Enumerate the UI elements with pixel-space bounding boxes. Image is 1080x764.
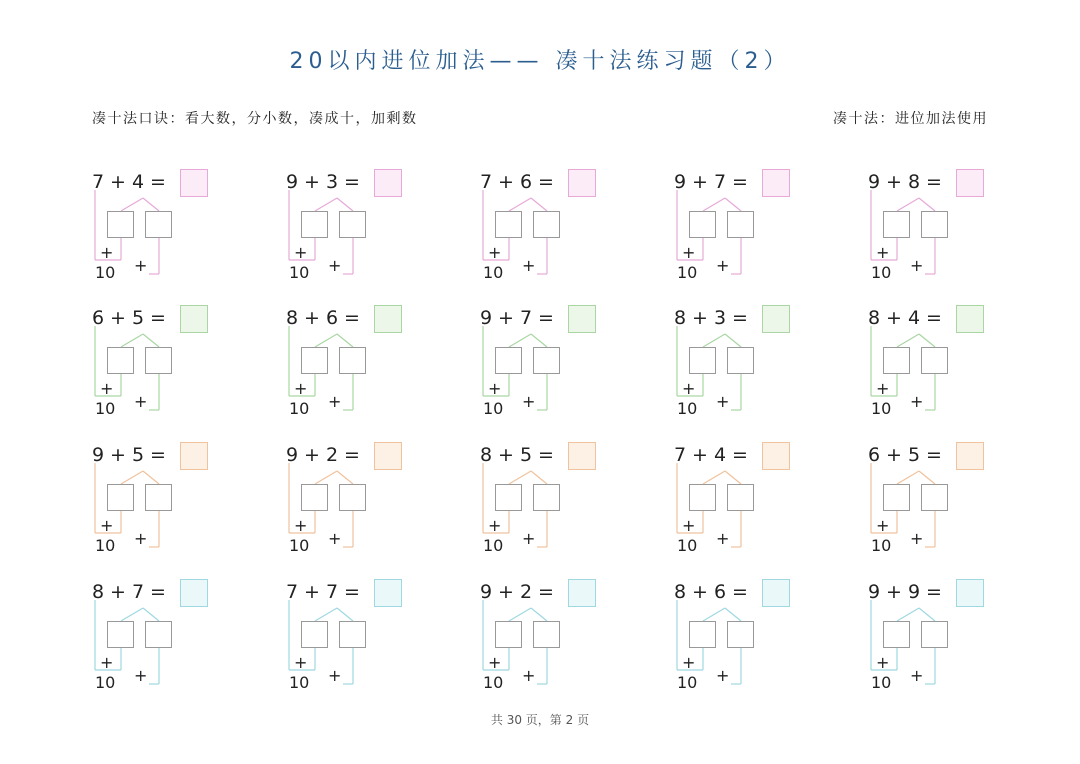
problem-cell [479,441,609,561]
answer-box[interactable] [956,579,984,607]
equals-sign: = [150,581,166,603]
plus-sign: + [304,581,320,603]
plus-sign: + [498,444,514,466]
second-addend: 5 [131,307,145,329]
make-ten-plus-sign: + [488,243,502,262]
first-addend: 7 [285,581,299,603]
plus-sign: + [304,307,320,329]
first-addend: 9 [867,171,881,193]
first-addend: 9 [285,171,299,193]
equation [479,168,559,196]
first-addend: 8 [479,444,493,466]
equals-sign: = [926,581,942,603]
split-box-right[interactable] [727,347,754,374]
ten-label: 10 [289,536,310,555]
make-ten-plus-sign: + [294,516,308,535]
connector-line [509,608,531,621]
problem-cell [285,578,415,698]
equation [673,578,753,606]
answer-box[interactable] [180,305,208,333]
connector-line [703,608,725,621]
second-addend: 6 [713,581,727,603]
equation [285,168,365,196]
remainder-plus-sign: + [716,256,730,275]
problem-cell [867,168,997,288]
answer-box[interactable] [762,442,790,470]
second-addend: 7 [713,171,727,193]
split-box-right[interactable] [533,211,560,238]
equals-sign: = [926,444,942,466]
connector-line [337,198,353,211]
equals-sign: = [538,171,554,193]
split-box-left[interactable] [301,211,328,238]
split-box-left[interactable] [883,211,910,238]
ten-label: 10 [871,673,892,692]
ten-label: 10 [289,673,310,692]
equals-sign: = [732,307,748,329]
split-box-left[interactable] [689,484,716,511]
problem-cell [479,168,609,288]
make-ten-plus-sign: + [294,243,308,262]
ten-label: 10 [95,263,116,282]
equals-sign: = [926,171,942,193]
split-box-right[interactable] [921,621,948,648]
make-ten-plus-sign: + [682,379,696,398]
first-addend: 9 [479,307,493,329]
connector-line [143,608,159,621]
split-box-right[interactable] [727,621,754,648]
make-ten-plus-sign: + [100,653,114,672]
split-box-left[interactable] [689,621,716,648]
connector-line [703,471,725,484]
ten-label: 10 [871,536,892,555]
equation [867,578,947,606]
first-addend: 9 [673,171,687,193]
connector-line [509,334,531,347]
second-addend: 2 [325,444,339,466]
first-addend: 9 [479,581,493,603]
split-box-right[interactable] [339,484,366,511]
equation [673,304,753,332]
connector-line [725,198,741,211]
problem-cell [867,578,997,698]
split-box-left[interactable] [495,211,522,238]
make-ten-plus-sign: + [876,516,890,535]
connector-line [143,198,159,211]
connector-line [315,608,337,621]
equation [91,578,171,606]
remainder-plus-sign: + [522,666,536,685]
first-addend: 7 [91,171,105,193]
connector-line [531,608,547,621]
connector-line [897,334,919,347]
connector-line [531,334,547,347]
answer-box[interactable] [374,442,402,470]
second-addend: 3 [713,307,727,329]
split-box-left[interactable] [107,484,134,511]
split-box-right[interactable] [339,211,366,238]
split-box-right[interactable] [533,484,560,511]
second-addend: 6 [519,171,533,193]
answer-box[interactable] [374,169,402,197]
make-ten-plus-sign: + [100,243,114,262]
split-box-right[interactable] [339,621,366,648]
second-addend: 7 [325,581,339,603]
equals-sign: = [150,171,166,193]
ten-label: 10 [483,263,504,282]
connector-line [531,471,547,484]
remainder-plus-sign: + [134,256,148,275]
second-addend: 2 [519,581,533,603]
remainder-plus-sign: + [910,666,924,685]
second-addend: 6 [325,307,339,329]
plus-sign: + [110,444,126,466]
split-box-right[interactable] [145,211,172,238]
remainder-plus-sign: + [910,256,924,275]
ten-label: 10 [95,536,116,555]
split-box-right[interactable] [145,484,172,511]
ten-label: 10 [871,263,892,282]
second-addend: 3 [325,171,339,193]
ten-label: 10 [483,536,504,555]
split-box-left[interactable] [689,347,716,374]
equation [673,168,753,196]
connector-line [315,471,337,484]
remainder-plus-sign: + [328,392,342,411]
second-addend: 5 [131,444,145,466]
connector-line [725,334,741,347]
plus-sign: + [886,171,902,193]
equation [479,578,559,606]
plus-sign: + [498,171,514,193]
connector-line [121,471,143,484]
split-box-left[interactable] [107,211,134,238]
equals-sign: = [538,444,554,466]
plus-sign: + [304,444,320,466]
remainder-plus-sign: + [716,666,730,685]
make-ten-plus-sign: + [294,379,308,398]
connector-line [703,334,725,347]
make-ten-plus-sign: + [100,516,114,535]
equation [91,304,171,332]
answer-box[interactable] [762,169,790,197]
split-box-right[interactable] [727,211,754,238]
answer-box[interactable] [568,305,596,333]
split-box-left[interactable] [883,621,910,648]
split-box-left[interactable] [883,347,910,374]
equation [285,578,365,606]
equation [479,441,559,469]
method-note: 凑十法：进位加法使用 [833,111,988,127]
connector-line [919,334,935,347]
answer-box[interactable] [762,305,790,333]
equation [91,441,171,469]
page-footer: 共 30 页，第 2 页 [490,713,590,727]
ten-label: 10 [483,673,504,692]
first-addend: 8 [673,581,687,603]
ten-label: 10 [677,673,698,692]
split-box-right[interactable] [339,347,366,374]
plus-sign: + [886,444,902,466]
problem-cell [673,578,803,698]
connector-line [897,471,919,484]
connector-line [337,608,353,621]
ten-label: 10 [677,399,698,418]
split-box-left[interactable] [689,211,716,238]
split-box-left[interactable] [495,621,522,648]
equation [285,304,365,332]
equation [867,441,947,469]
ten-label: 10 [289,399,310,418]
connector-line [509,471,531,484]
first-addend: 9 [867,581,881,603]
answer-box[interactable] [956,169,984,197]
answer-box[interactable] [180,169,208,197]
plus-sign: + [886,581,902,603]
answer-box[interactable] [374,579,402,607]
connector-line [725,471,741,484]
problem-cell [673,441,803,561]
split-box-left[interactable] [107,621,134,648]
second-addend: 4 [131,171,145,193]
connector-line [315,198,337,211]
equals-sign: = [150,444,166,466]
connector-line [121,198,143,211]
plus-sign: + [692,171,708,193]
connector-line [121,608,143,621]
answer-box[interactable] [568,579,596,607]
problem-cell [479,578,609,698]
problem-cell [91,168,221,288]
remainder-plus-sign: + [134,529,148,548]
split-box-right[interactable] [145,621,172,648]
make-ten-plus-sign: + [682,243,696,262]
first-addend: 7 [479,171,493,193]
problem-cell [91,304,221,424]
remainder-plus-sign: + [522,529,536,548]
first-addend: 9 [91,444,105,466]
problem-cell [673,304,803,424]
remainder-plus-sign: + [910,392,924,411]
connector-line [121,334,143,347]
ten-label: 10 [289,263,310,282]
connector-line [315,334,337,347]
make-ten-plus-sign: + [876,379,890,398]
split-box-left[interactable] [107,347,134,374]
connector-line [919,471,935,484]
equals-sign: = [344,171,360,193]
problem-cell [91,578,221,698]
ten-label: 10 [677,263,698,282]
split-box-right[interactable] [145,347,172,374]
first-addend: 6 [867,444,881,466]
remainder-plus-sign: + [522,256,536,275]
equation [479,304,559,332]
equals-sign: = [344,307,360,329]
equation [673,441,753,469]
connector-line [897,198,919,211]
plus-sign: + [886,307,902,329]
answer-box[interactable] [956,442,984,470]
second-addend: 7 [131,581,145,603]
first-addend: 8 [91,581,105,603]
make-ten-plus-sign: + [488,516,502,535]
make-ten-plus-sign: + [100,379,114,398]
plus-sign: + [110,171,126,193]
make-ten-plus-sign: + [488,653,502,672]
split-box-left[interactable] [301,484,328,511]
connector-line [725,608,741,621]
problem-cell [867,304,997,424]
connector-line [509,198,531,211]
second-addend: 8 [907,171,921,193]
remainder-plus-sign: + [716,392,730,411]
remainder-plus-sign: + [328,256,342,275]
make-ten-plus-sign: + [682,653,696,672]
plus-sign: + [692,581,708,603]
make-ten-plus-sign: + [488,379,502,398]
first-addend: 7 [673,444,687,466]
remainder-plus-sign: + [328,529,342,548]
answer-box[interactable] [762,579,790,607]
connector-line [143,471,159,484]
remainder-plus-sign: + [716,529,730,548]
connector-line [531,198,547,211]
equals-sign: = [344,581,360,603]
answer-box[interactable] [180,442,208,470]
split-box-left[interactable] [301,347,328,374]
remainder-plus-sign: + [522,392,536,411]
connector-line [919,198,935,211]
problem-cell [867,441,997,561]
ten-label: 10 [871,399,892,418]
split-box-right[interactable] [533,347,560,374]
answer-box[interactable] [180,579,208,607]
split-box-right[interactable] [533,621,560,648]
plus-sign: + [498,307,514,329]
equals-sign: = [732,581,748,603]
equation [285,441,365,469]
problem-cell [285,304,415,424]
plus-sign: + [692,444,708,466]
connector-line [143,334,159,347]
split-box-right[interactable] [921,347,948,374]
first-addend: 6 [91,307,105,329]
second-addend: 4 [713,444,727,466]
make-ten-plus-sign: + [294,653,308,672]
equals-sign: = [732,171,748,193]
split-box-right[interactable] [921,211,948,238]
problem-cell [285,168,415,288]
remainder-plus-sign: + [134,666,148,685]
split-box-left[interactable] [495,484,522,511]
equals-sign: = [344,444,360,466]
equals-sign: = [732,444,748,466]
equals-sign: = [538,581,554,603]
second-addend: 9 [907,581,921,603]
connector-line [703,198,725,211]
equation [91,168,171,196]
ten-label: 10 [95,673,116,692]
mnemonic-text: 凑十法口诀：看大数，分小数，凑成十，加剩数 [92,111,418,127]
make-ten-plus-sign: + [682,516,696,535]
equals-sign: = [926,307,942,329]
answer-box[interactable] [374,305,402,333]
problem-cell [673,168,803,288]
connector-line [337,471,353,484]
remainder-plus-sign: + [328,666,342,685]
equals-sign: = [538,307,554,329]
remainder-plus-sign: + [910,529,924,548]
first-addend: 9 [285,444,299,466]
problem-cell [479,304,609,424]
plus-sign: + [498,581,514,603]
connector-line [337,334,353,347]
split-box-left[interactable] [883,484,910,511]
second-addend: 5 [519,444,533,466]
connector-line [897,608,919,621]
answer-box[interactable] [568,169,596,197]
problem-cell [285,441,415,561]
split-box-right[interactable] [727,484,754,511]
worksheet-title: 20以内进位加法—— 凑十法练习题（2） [289,49,791,74]
split-box-left[interactable] [495,347,522,374]
answer-box[interactable] [956,305,984,333]
equation [867,168,947,196]
plus-sign: + [304,171,320,193]
ten-label: 10 [677,536,698,555]
second-addend: 7 [519,307,533,329]
problem-cell [91,441,221,561]
plus-sign: + [110,307,126,329]
ten-label: 10 [483,399,504,418]
connector-line [919,608,935,621]
plus-sign: + [110,581,126,603]
answer-box[interactable] [568,442,596,470]
ten-label: 10 [95,399,116,418]
second-addend: 4 [907,307,921,329]
plus-sign: + [692,307,708,329]
first-addend: 8 [867,307,881,329]
first-addend: 8 [285,307,299,329]
make-ten-plus-sign: + [876,243,890,262]
split-box-right[interactable] [921,484,948,511]
remainder-plus-sign: + [134,392,148,411]
make-ten-plus-sign: + [876,653,890,672]
first-addend: 8 [673,307,687,329]
equation [867,304,947,332]
second-addend: 5 [907,444,921,466]
split-box-left[interactable] [301,621,328,648]
equals-sign: = [150,307,166,329]
